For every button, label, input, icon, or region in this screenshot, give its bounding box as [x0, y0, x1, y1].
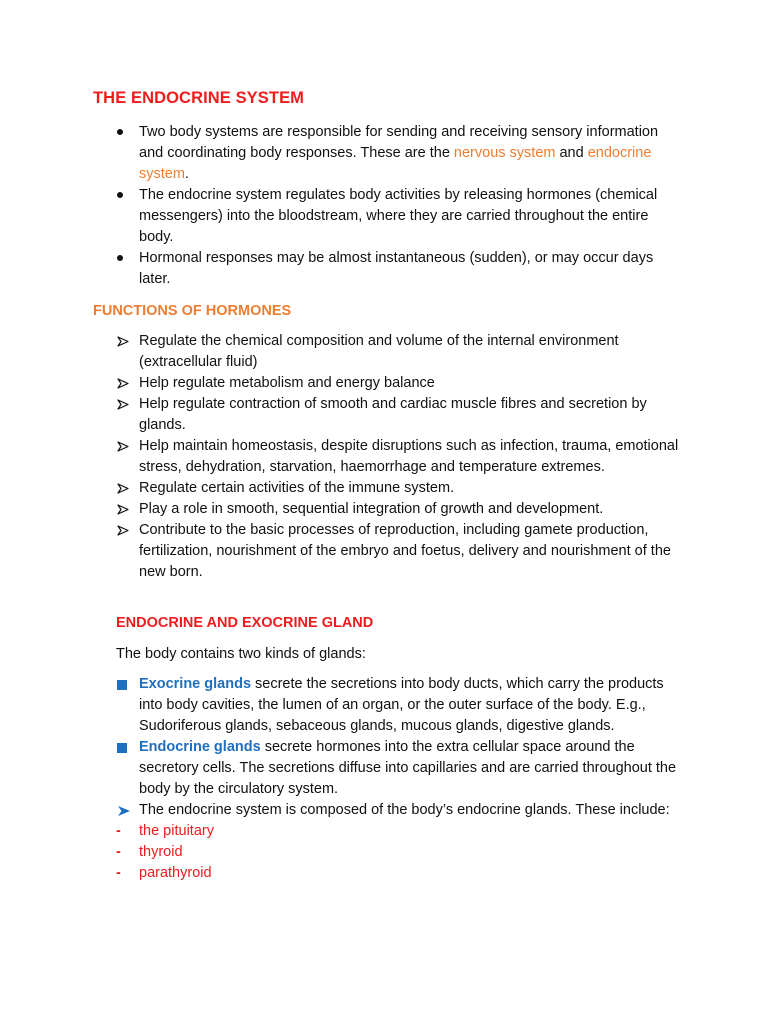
arrow-bullet-icon [117, 441, 129, 452]
list-item: - parathyroid [139, 863, 679, 884]
list-item: - thyroid [139, 842, 679, 863]
list-item: Exocrine glands secrete the secretions into body ducts, which carry the products into body cavities, the lumen of an organ, or the outer surface of the body. E.g., Sudoriferous glands, sebaceous glands, mucous glands, digestive glands. [139, 674, 679, 737]
bullet-disc-icon [117, 129, 123, 135]
arrow-bullet-icon [117, 378, 129, 389]
blue-arrow-bullet-icon [117, 805, 131, 817]
glands-intro: The body contains two kinds of glands: [116, 646, 366, 662]
list-item: Help regulate metabolism and energy balance [139, 373, 679, 394]
bullet-disc-icon [117, 255, 123, 261]
list-item: Contribute to the basic processes of reproduction, including gamete production, fertilization, nourishment of the embryo and foetus, delivery and nourishment of the new born. [139, 520, 679, 583]
list-item: Endocrine glands secrete hormones into the extra cellular space around the secretory cells. The secretions diffuse into capillaries and are carried throughout the body by the circulatory system. [139, 737, 679, 800]
list-item: The endocrine system is composed of the body’s endocrine glands. These include: [139, 800, 679, 821]
dash-bullet: - [116, 823, 121, 839]
endocrine-system-term: endocrine system [139, 145, 652, 182]
list-item: - the pituitary [139, 821, 679, 842]
glands-heading: ENDOCRINE AND EXOCRINE GLAND [116, 615, 374, 631]
glands-list [116, 674, 679, 884]
arrow-bullet-icon [117, 399, 129, 410]
list-item: Two body systems are responsible for sending and receiving sensory information and coordinating body responses. These are the nervous system and endocrine system. [139, 122, 679, 185]
dash-bullet: - [116, 844, 121, 860]
arrow-bullet-icon [117, 504, 129, 515]
intro-bullet-list [139, 122, 679, 290]
list-item: Play a role in smooth, sequential integration of growth and development. [139, 499, 679, 520]
square-bullet-icon [117, 743, 127, 753]
exocrine-term: Exocrine glands [139, 676, 252, 692]
list-item: Help regulate contraction of smooth and cardiac muscle fibres and secretion by glands. [139, 394, 679, 436]
square-bullet-icon [117, 680, 127, 690]
list-item: Help maintain homeostasis, despite disruptions such as infection, trauma, emotional stress, dehydration, starvation, haemorrhage and temperature extremes. [139, 436, 679, 478]
dash-bullet: - [116, 865, 121, 881]
list-item: The endocrine system regulates body activities by releasing hormones (chemical messengers) into the bloodstream, where they are carried throughout the entire body. [139, 185, 679, 248]
functions-heading: FUNCTIONS OF HORMONES [93, 303, 292, 319]
functions-list [139, 331, 679, 583]
nervous-system-term: nervous system [453, 145, 556, 161]
arrow-bullet-icon [117, 336, 129, 347]
arrow-bullet-icon [117, 483, 129, 494]
endocrine-term: Endocrine glands [139, 739, 261, 755]
arrow-bullet-icon [117, 525, 129, 536]
list-item: Regulate the chemical composition and volume of the internal environment (extracellular fluid) [139, 331, 679, 373]
page-title: THE ENDOCRINE SYSTEM [93, 89, 305, 107]
list-item: Regulate certain activities of the immune system. [139, 478, 679, 499]
list-item: Hormonal responses may be almost instantaneous (sudden), or may occur days later. [139, 248, 679, 290]
bullet-disc-icon [117, 192, 123, 198]
